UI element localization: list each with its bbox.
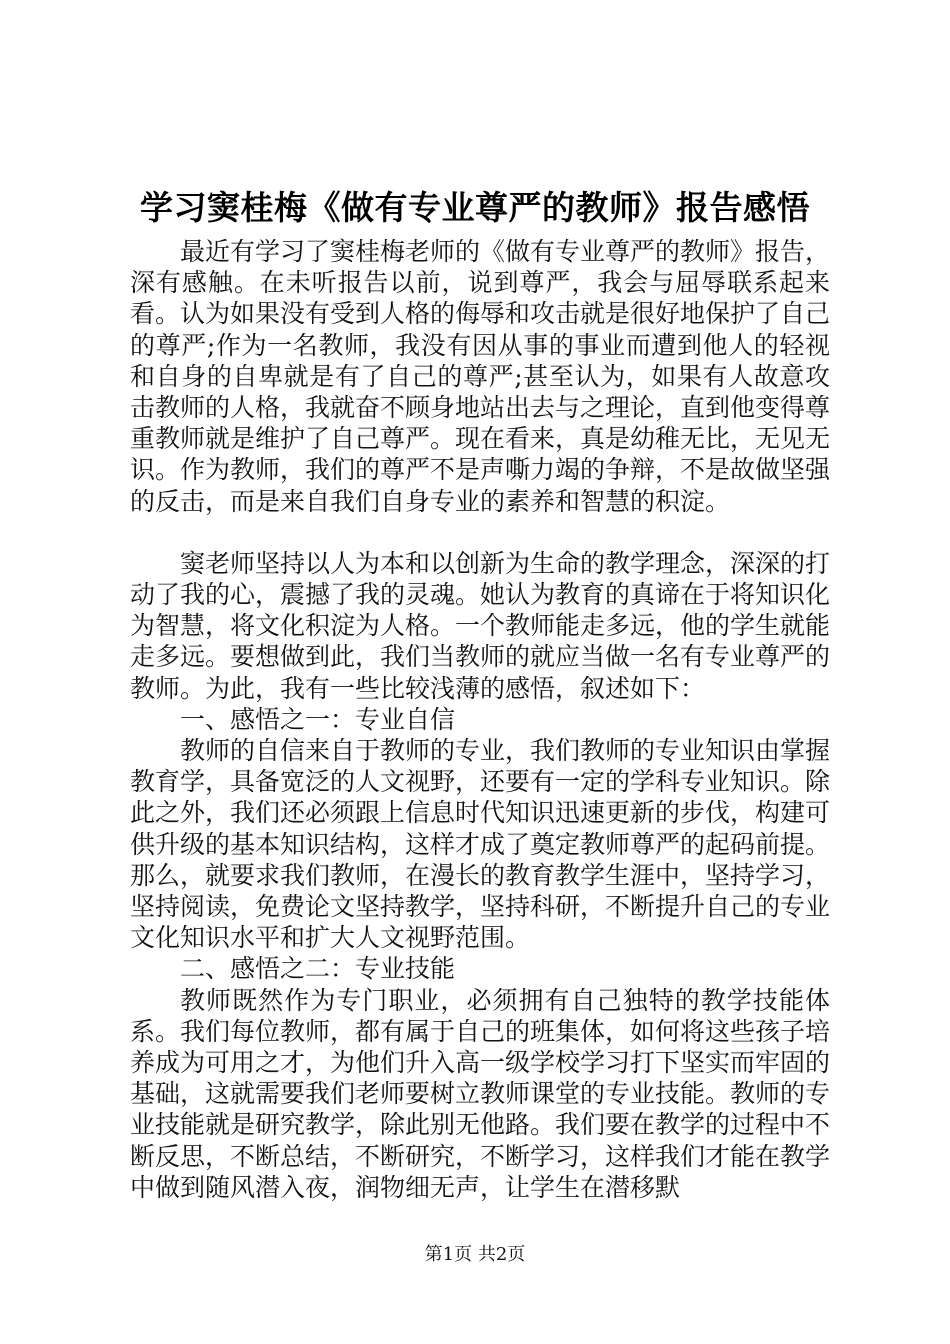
section-heading-2: 二、感悟之二：专业技能 xyxy=(180,954,456,984)
section-heading-1: 一、感悟之一：专业自信 xyxy=(180,704,456,734)
page-footer: 第1页 共2页 xyxy=(424,1244,526,1265)
paragraph-intro: 最近有学习了窦桂梅老师的《做有专业尊严的教师》报告，深有感触。在未听报告以前，说到尊严，我会与屈辱联系起来看。认为如果没有受到人格的侮辱和攻击就是很好地保护了自己的尊严;作为一名教师，我没有因从事的事业而遭到他人的轻视和自身的自卑就是有了自己的尊严;甚至认为，如果有人故意攻击教师的人格，我就奋不顾身地站出去与之理论，直到他变得尊重教师就是维护了自己尊严。现在看来，真是幼稚无比，无见无识。作为教师，我们的尊严不是声嘶力竭的争辩，不是故做坚强的反击，而是来自我们自身专业的素养和智慧的积淀。 xyxy=(130,237,831,516)
document-body xyxy=(130,236,830,1203)
document-title: 学习窦桂梅《做有专业尊严的教师》报告感悟 xyxy=(140,188,810,227)
paragraph-philosophy: 窦老师坚持以人为本和以创新为生命的教学理念，深深的打动了我的心，震撼了我的灵魂。她认为教育的真谛在于将知识化为智慧，将文化积淀为人格。一个教师能走多远，他的学生就能走多远。要想做到此，我们当教师的就应当做一名有专业尊严的教师。为此，我有一些比较浅薄的感悟，叙述如下： xyxy=(130,548,831,703)
paragraph-section-2: 教师既然作为专门职业，必须拥有自己独特的教学技能体系。我们每位教师，都有属于自己的班集体，如何将这些孩子培养成为可用之才，为他们升入高一级学校学习打下坚实而牢固的基础，这就需要我们老师要树立教师课堂的专业技能。教师的专业技能就是研究教学，除此别无他路。我们要在教学的过程中不断反思，不断总结，不断研究，不断学习，这样我们才能在教学中做到随风潜入夜，润物细无声，让学生在潜移默 xyxy=(130,985,831,1202)
paragraph-section-1: 教师的自信来自于教师的专业，我们教师的专业知识由掌握教育学，具备宽泛的人文视野，还要有一定的学科专业知识。除此之外，我们还必须跟上信息时代知识迅速更新的步伐，构建可供升级的基本知识结构，这样才成了奠定教师尊严的起码前提。那么，就要求我们教师，在漫长的教育教学生涯中，坚持学习，坚持阅读，免费论文坚持教学，坚持科研，不断提升自己的专业文化知识水平和扩大人文视野范围。 xyxy=(130,736,831,953)
